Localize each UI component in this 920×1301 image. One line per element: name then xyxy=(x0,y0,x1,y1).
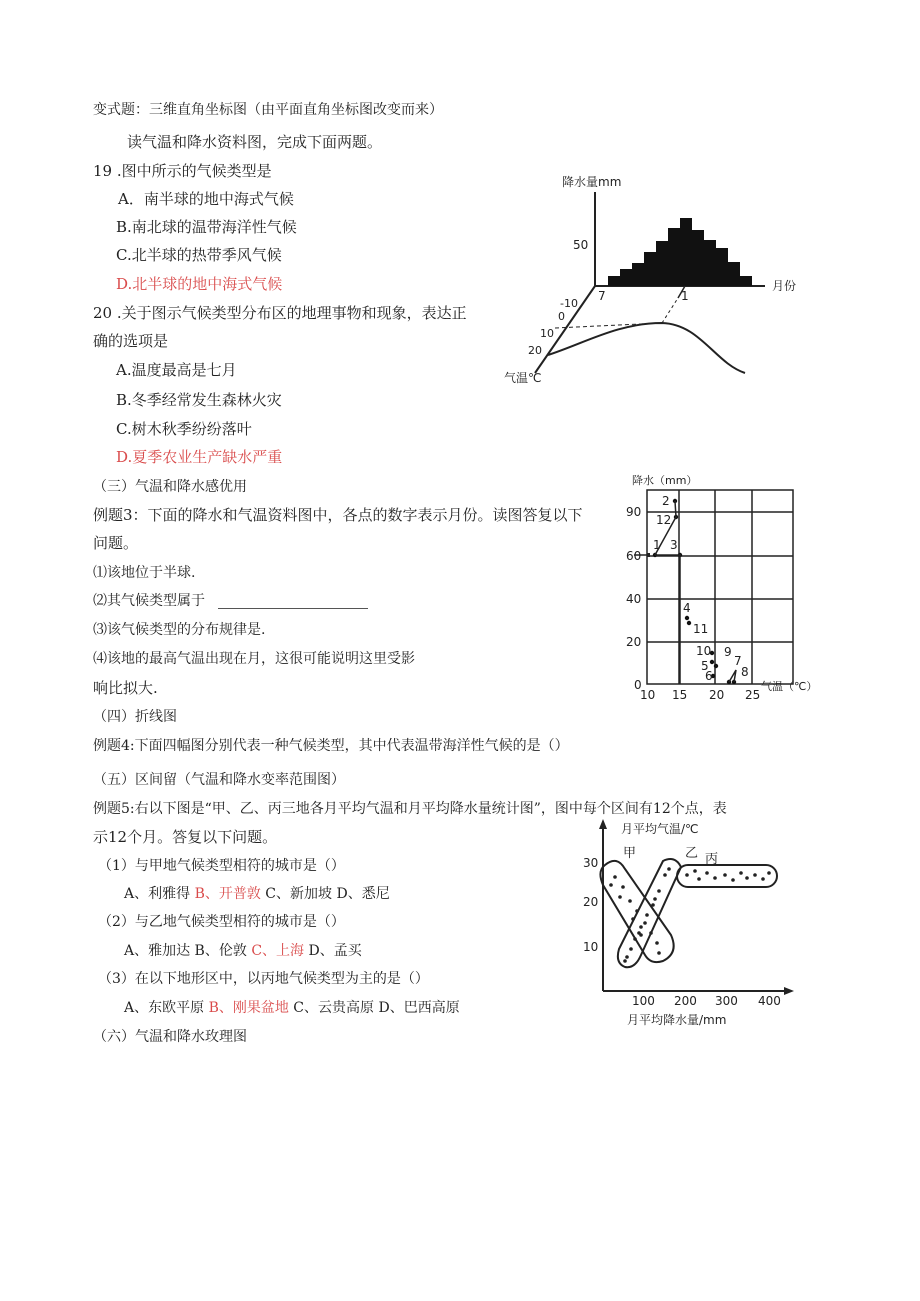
bar xyxy=(680,218,692,286)
month-8: 8 xyxy=(741,665,749,679)
example4-text: 例题4:下面四幅图分别代表一种气候类型，其中代表温带海洋性气候的是（） xyxy=(93,738,569,754)
bar xyxy=(656,241,668,286)
fig2-ytick-20: 20 xyxy=(626,635,642,649)
example3-q2: ⑵其气候类型属于 xyxy=(93,593,205,609)
fig1-tick-0: 0 xyxy=(558,310,565,323)
month-11: 11 xyxy=(693,622,709,636)
month-7: 7 xyxy=(734,654,742,668)
q20-option-a: A.温度最高是七月 xyxy=(116,361,237,379)
fig3-xtick-200: 200 xyxy=(674,994,697,1008)
fig2-ytick-0: 0 xyxy=(634,678,642,692)
fig1-bars xyxy=(608,218,752,286)
q20-stem-line2: 确的选项是 xyxy=(93,332,169,350)
bar xyxy=(692,230,704,286)
month-2: 2 xyxy=(662,494,670,508)
fig1-tick-m10: -10 xyxy=(560,297,578,310)
range-ellipse-chart xyxy=(575,815,800,1027)
q20-option-c: C.树木秋季纷纷落叶 xyxy=(116,420,252,438)
fig3-ylabel: 月平均气温/℃ xyxy=(621,822,699,836)
bar xyxy=(704,240,716,286)
bar xyxy=(728,262,740,286)
fig2-xtick-10: 10 xyxy=(640,688,656,702)
bar xyxy=(608,276,620,286)
month-6: 6 xyxy=(705,669,713,683)
fig2-xtick-20: 20 xyxy=(709,688,725,702)
bar xyxy=(668,228,680,286)
fig1-tick-10: 10 xyxy=(540,327,554,340)
q19-option-c: C.北半球的热带季风气候 xyxy=(116,246,282,264)
variant-heading: 变式题：三维直角坐标图（由平面直角坐标图改变而来） xyxy=(93,102,443,118)
fig1-temperature-curve xyxy=(548,323,745,373)
section6-title: （六）气温和降水玫理图 xyxy=(93,1029,247,1045)
fig3-ytick-30: 30 xyxy=(583,856,599,870)
bar xyxy=(716,248,728,286)
fig3-label-bing: 丙 xyxy=(705,852,719,867)
precip-temp-scatter-chart xyxy=(612,470,818,704)
month-1: 1 xyxy=(653,538,661,552)
section5-title: （五）区间留（气温和降水变率范围图） xyxy=(93,772,345,788)
fig3-xlabel: 月平均降水量/mm xyxy=(627,1013,727,1027)
q20-stem-line1: 20 .关于图示气候类型分布区的地理事物和现象，表达正 xyxy=(93,304,467,322)
bar xyxy=(632,263,644,286)
fig2-xlabel: 气温（℃） xyxy=(761,680,818,693)
example5-q1-options: A、利雅得 B、开普敦 C、新加坡 D、悉尼 xyxy=(124,886,390,902)
fig3-xtick-300: 300 xyxy=(715,994,738,1008)
example3-q3: ⑶该气候类型的分布规律是. xyxy=(93,622,266,638)
fig2-ytick-60: 60 xyxy=(626,549,642,563)
fig1-tick-20: 20 xyxy=(528,344,542,357)
region-bing xyxy=(677,865,777,887)
fig2-xtick-15: 15 xyxy=(672,688,688,702)
month-3: 3 xyxy=(670,538,678,552)
fig3-label-jia: 甲 xyxy=(623,846,637,861)
q20-option-b: B.冬季经常发生森林火灾 xyxy=(116,391,282,409)
section3-title: （三）气温和降水感优用 xyxy=(93,479,247,495)
example5-q2-options: A、雅加达 B、伦敦 C、上海 D、孟买 xyxy=(124,943,362,959)
fig1-tick-1: 1 xyxy=(681,289,689,303)
fig1-temp-label: 气温℃ xyxy=(504,371,542,385)
bar xyxy=(620,269,632,286)
example5-q3-options: A、东欧平原 B、刚果盆地 C、云贵高原 D、巴西高原 xyxy=(124,1000,460,1016)
example5-q3: （3）在以下地形区中，以丙地气候类型为主的是（） xyxy=(98,971,429,987)
section4-title: （四）折线图 xyxy=(93,709,177,725)
q19-option-b: B.南北球的温带海洋性气候 xyxy=(116,218,297,236)
climate-3d-chart xyxy=(500,168,810,390)
fig3-ytick-10: 10 xyxy=(583,940,599,954)
q19-option-d-answer: D.北半球的地中海式气候 xyxy=(116,275,283,293)
fig1-tick-50: 50 xyxy=(573,238,589,252)
month-9: 9 xyxy=(724,645,732,659)
example3-q1: ⑴该地位于半球. xyxy=(93,565,196,581)
fig3-xtick-400: 400 xyxy=(758,994,781,1008)
q20-option-d-answer: D.夏季农业生产缺水严重 xyxy=(116,448,283,466)
fig1-ylabel: 降水量mm xyxy=(562,175,622,189)
fig2-ytick-40: 40 xyxy=(626,592,642,606)
bar xyxy=(644,252,656,286)
fig2-xtick-25: 25 xyxy=(745,688,761,702)
fig3-xtick-100: 100 xyxy=(632,994,655,1008)
intro-text: 读气温和降水资料图，完成下面两题。 xyxy=(127,133,383,151)
month-5: 5 xyxy=(701,659,709,673)
bar xyxy=(740,276,752,286)
fig1-tick-7: 7 xyxy=(598,289,606,303)
example3-q4: ⑷该地的最高气温出现在月，这很可能说明这里受影 xyxy=(93,651,415,667)
fig2-ytick-90: 90 xyxy=(626,505,642,519)
fig1-xlabel: 月份 xyxy=(772,279,797,293)
example5-q1: （1）与甲地气候类型相符的城市是（） xyxy=(98,858,345,874)
example5-line2: 示12个月。答复以下问题。 xyxy=(93,828,278,846)
example3-line1: 例题3：下面的降水和气温资料图中，各点的数字表示月份。读图答复以下 xyxy=(93,506,583,524)
fig2-points xyxy=(653,494,749,684)
fig3-label-yi: 乙 xyxy=(685,846,699,861)
q19-stem: 19 .图中所示的气候类型是 xyxy=(93,162,272,180)
example3-line2: 问题。 xyxy=(93,534,139,552)
example3-q4-cont: 响比拟大. xyxy=(93,679,158,697)
fig3-ytick-20: 20 xyxy=(583,895,599,909)
month-10: 10 xyxy=(696,644,712,658)
fig2-ylabel: 降水（mm） xyxy=(632,474,698,487)
example5-line1: 例题5:右以下图是“甲、乙、丙三地各月平均气温和月平均降水量统计图”，图中每个区间有12个点，表 xyxy=(93,801,727,817)
region-yi xyxy=(618,859,681,967)
month-12: 12 xyxy=(656,513,672,527)
answer-blank-line xyxy=(218,608,368,609)
example5-q2: （2）与乙地气候类型相符的城市是（） xyxy=(98,914,345,930)
q19-option-a: A．南半球的地中海式气候 xyxy=(118,190,294,208)
month-4: 4 xyxy=(683,601,691,615)
